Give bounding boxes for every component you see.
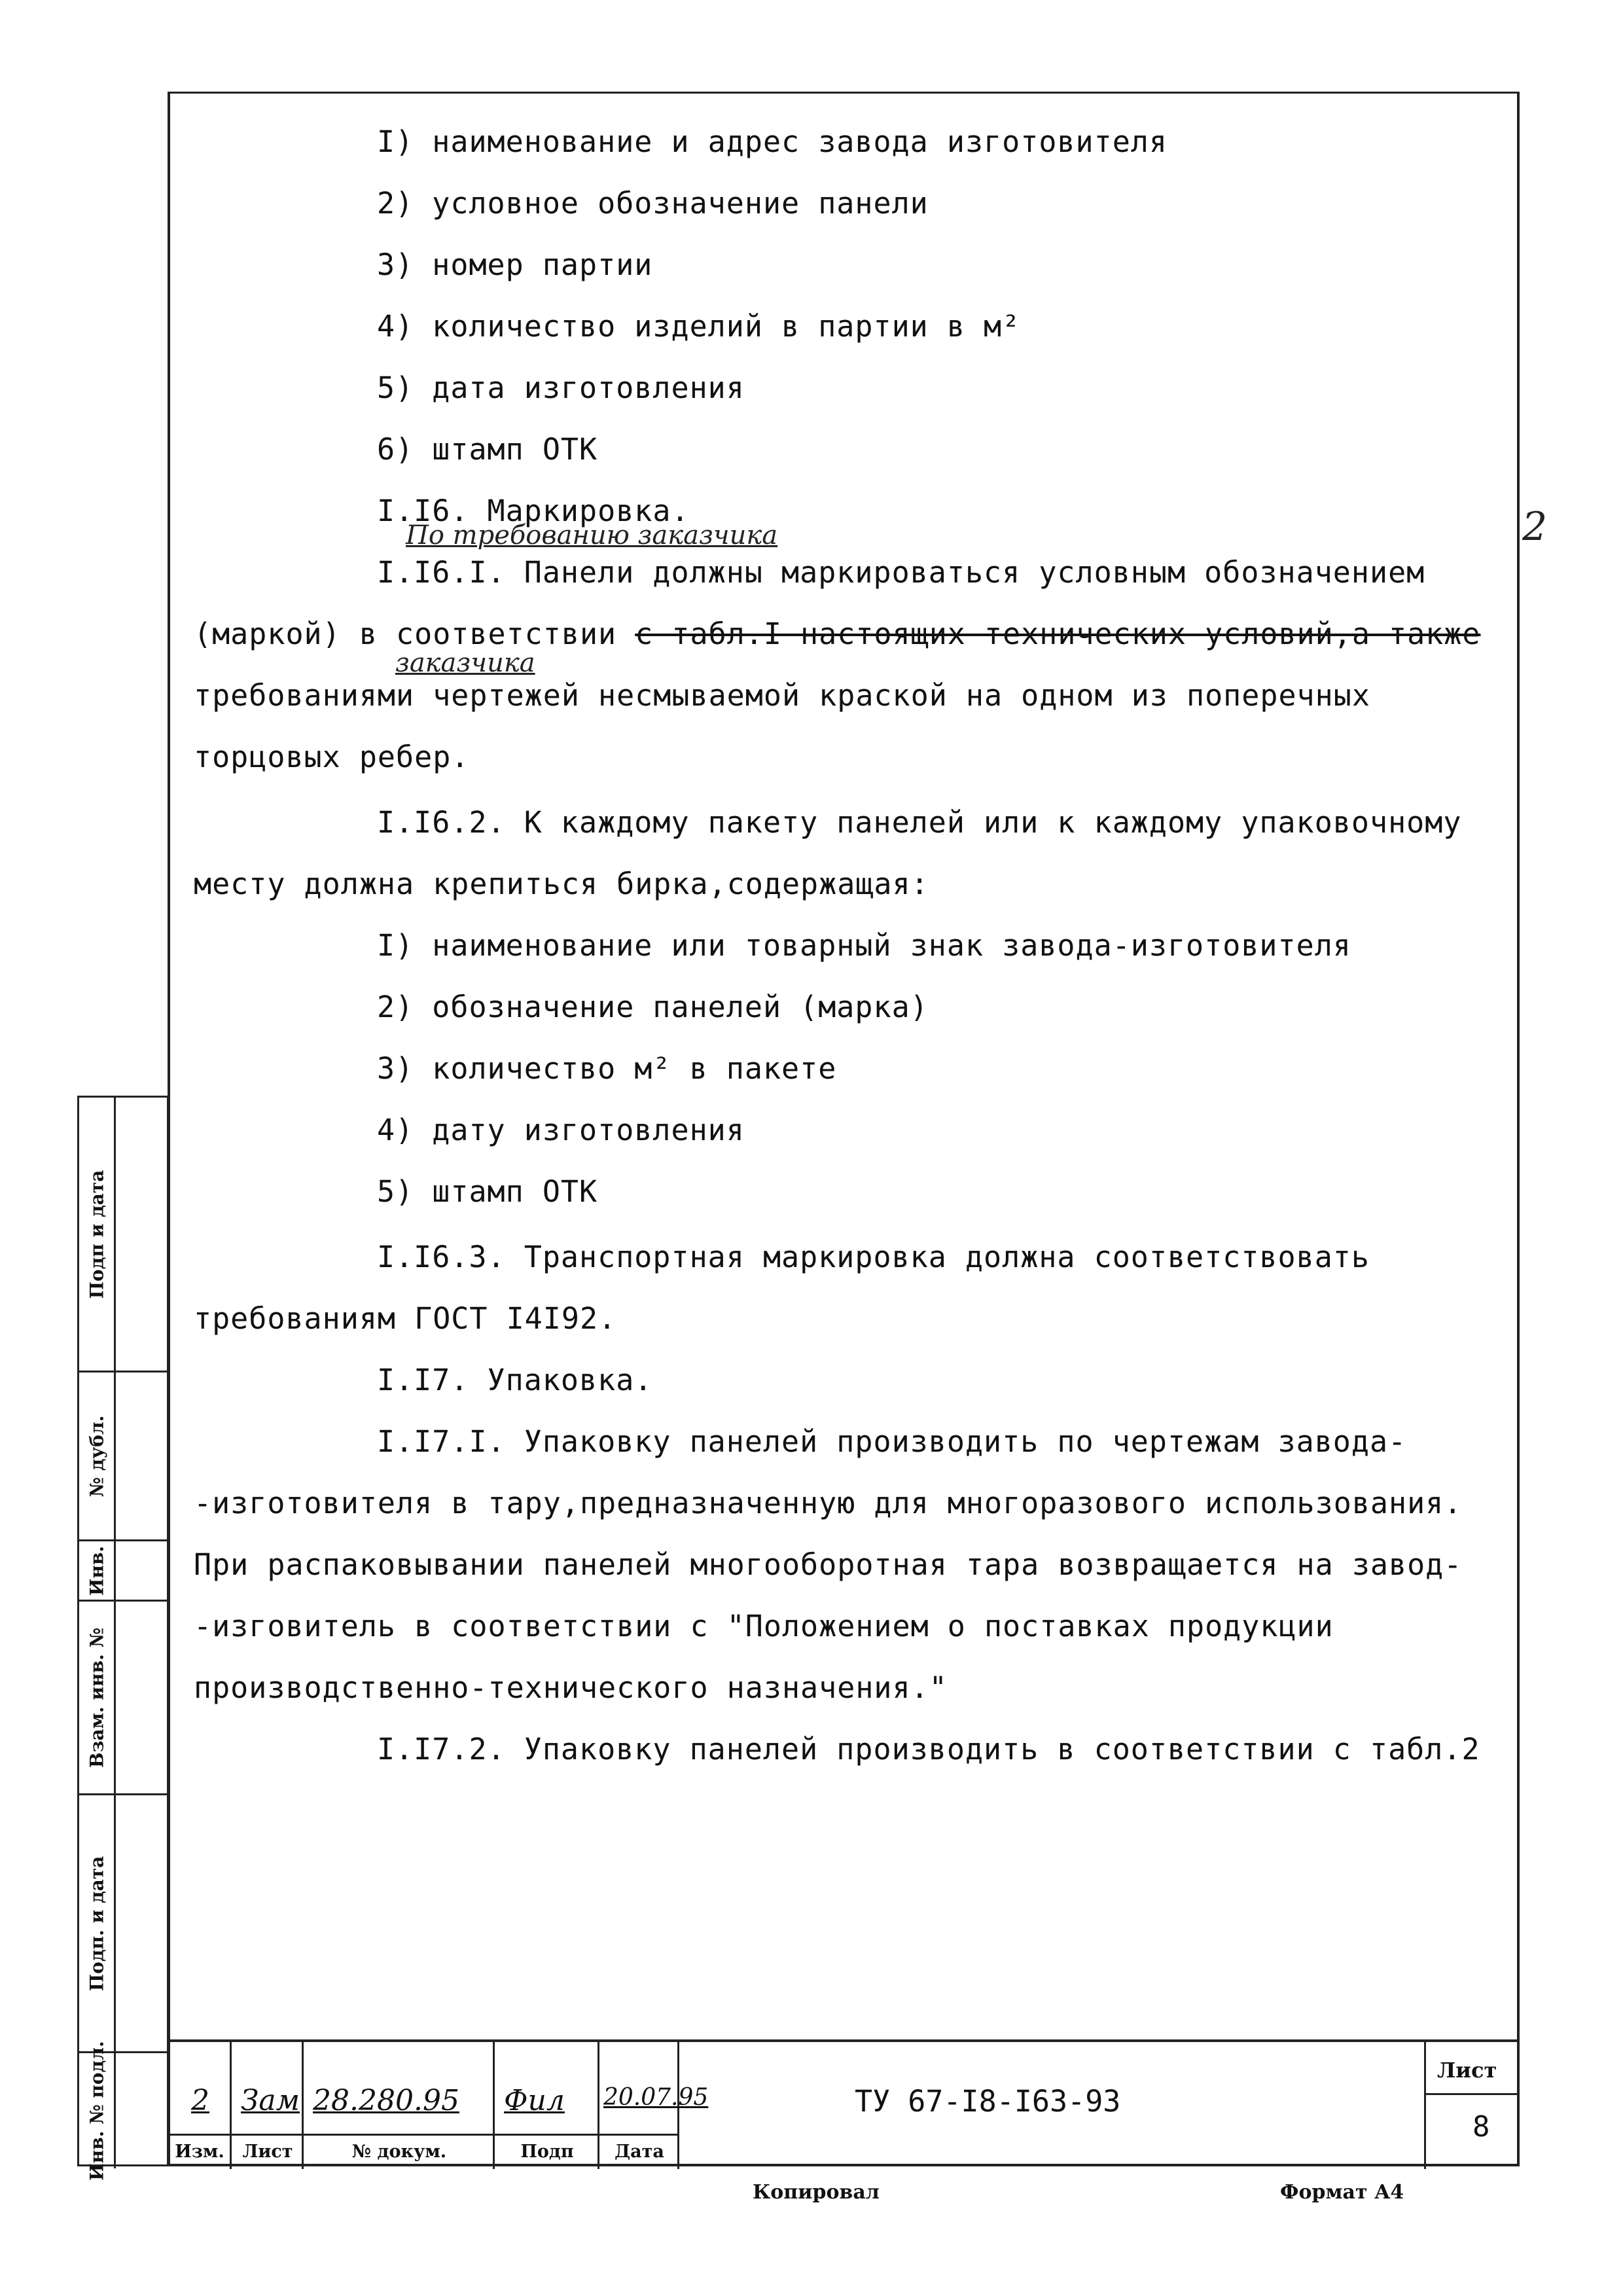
podp-value: Фил xyxy=(504,2084,565,2117)
side-cell xyxy=(79,1541,167,1602)
list-item: 5) штамп ОТК xyxy=(377,1174,598,1209)
list-item: 3) количество м² в пакете xyxy=(377,1051,837,1086)
paragraph-line: требованиям ГОСТ I4I92. xyxy=(194,1301,617,1336)
paragraph-text: (маркой) в соответствии xyxy=(194,617,635,651)
paragraph-line: I.I6.3. Транспортная маркировка должна соответствовать xyxy=(377,1240,1370,1274)
list-item: 4) количество изделий в партии в м² xyxy=(377,309,1021,344)
paragraph-line: месту должна крепиться бирка,содержащая: xyxy=(194,867,929,901)
side-label: Подп и дата xyxy=(86,1170,107,1299)
section-heading: I.I7. Упаковка. xyxy=(377,1363,653,1397)
side-cell xyxy=(79,1098,167,1372)
copied-label: Копировал xyxy=(753,2181,880,2204)
side-cell xyxy=(79,2041,167,2181)
paragraph-line: торцовых ребер. xyxy=(194,740,470,774)
side-label: Инв. xyxy=(86,1545,107,1596)
struck-text: с табл.I настоящих технических условий,а также xyxy=(635,617,1481,651)
format-label: Формат А4 xyxy=(1280,2181,1404,2204)
section-heading: I.I6. Маркировка. xyxy=(377,493,690,528)
side-cell xyxy=(79,1372,167,1541)
hdr-data: Дата xyxy=(599,2134,679,2169)
margin-handwritten-mark: 2 xyxy=(1522,504,1548,550)
page-frame xyxy=(168,92,1520,2166)
list-item: 6) штамп ОТК xyxy=(377,432,598,467)
izm-value: 2 xyxy=(191,2084,209,2117)
paragraph-line xyxy=(194,617,1480,651)
title-block xyxy=(168,2039,1520,2166)
data-value: 20.07.95 xyxy=(603,2084,709,2111)
list-value: Зам xyxy=(241,2084,300,2117)
paragraph-line: При распаковывании панелей многооборотная тара возвращается на завод- xyxy=(194,1547,1463,1582)
side-cell xyxy=(79,1795,167,2053)
sheet-number: 8 xyxy=(1472,2110,1490,2144)
handwritten-note: заказчика xyxy=(395,648,535,678)
paragraph-line: -изговитель в соответствии с "Положением о поставках продукции xyxy=(194,1609,1334,1643)
ndok-value: 28.280.95 xyxy=(313,2084,459,2117)
list-item: 2) условное обозначение панели xyxy=(377,186,929,221)
side-label: Взам. инв. № xyxy=(86,1627,107,1768)
paragraph-line: I.I7.I. Упаковку панелей производить по чертежам завода- xyxy=(377,1424,1407,1459)
list-item: I) наименование и адрес завода изготовителя xyxy=(377,124,1168,159)
list-item: 2) обозначение панелей (марка) xyxy=(377,990,929,1024)
list-item: I) наименование или товарный знак завода-изготовителя xyxy=(377,928,1351,963)
paragraph-line: I.I6.2. К каждому пакету панелей или к каждому упаковочному xyxy=(377,805,1462,840)
document-designation: ТУ 67-I8-I63-93 xyxy=(855,2084,1121,2119)
side-label: № дубл. xyxy=(86,1415,107,1497)
hdr-list: Лист xyxy=(232,2134,304,2169)
paragraph-line: I.I7.2. Упаковку панелей производить в соответствии с табл.2 xyxy=(377,1732,1480,1767)
tb-col-sheet xyxy=(1424,2042,1426,2169)
hdr-ndok: № докум. xyxy=(304,2134,495,2169)
list-item: 4) дату изготовления xyxy=(377,1113,745,1147)
paragraph-line: требованиями чертежей несмываемой краской на одном из поперечных xyxy=(194,678,1370,713)
sheet-label: Лист xyxy=(1437,2058,1497,2083)
handwritten-note: По требованию заказчика xyxy=(406,520,778,550)
paragraph-line: -изготовителя в тару,предназначенную для многоразового использования. xyxy=(194,1486,1463,1520)
side-cell xyxy=(79,1602,167,1795)
paragraph-line: производственно-технического назначения." xyxy=(194,1670,948,1705)
side-label: Подп. и дата xyxy=(86,1856,107,1991)
side-label: Инв. № подл. xyxy=(86,2041,107,2181)
hdr-podp: Подп xyxy=(495,2134,599,2169)
tb-sheet-divider xyxy=(1426,2093,1520,2095)
side-stamp xyxy=(77,1096,169,2181)
list-item: 5) дата изготовления xyxy=(377,370,745,405)
hdr-izm: Изм. xyxy=(168,2134,232,2169)
paragraph-line: I.I6.I. Панели должны маркироваться условным обозначением xyxy=(377,555,1425,590)
list-item: 3) номер партии xyxy=(377,247,653,282)
